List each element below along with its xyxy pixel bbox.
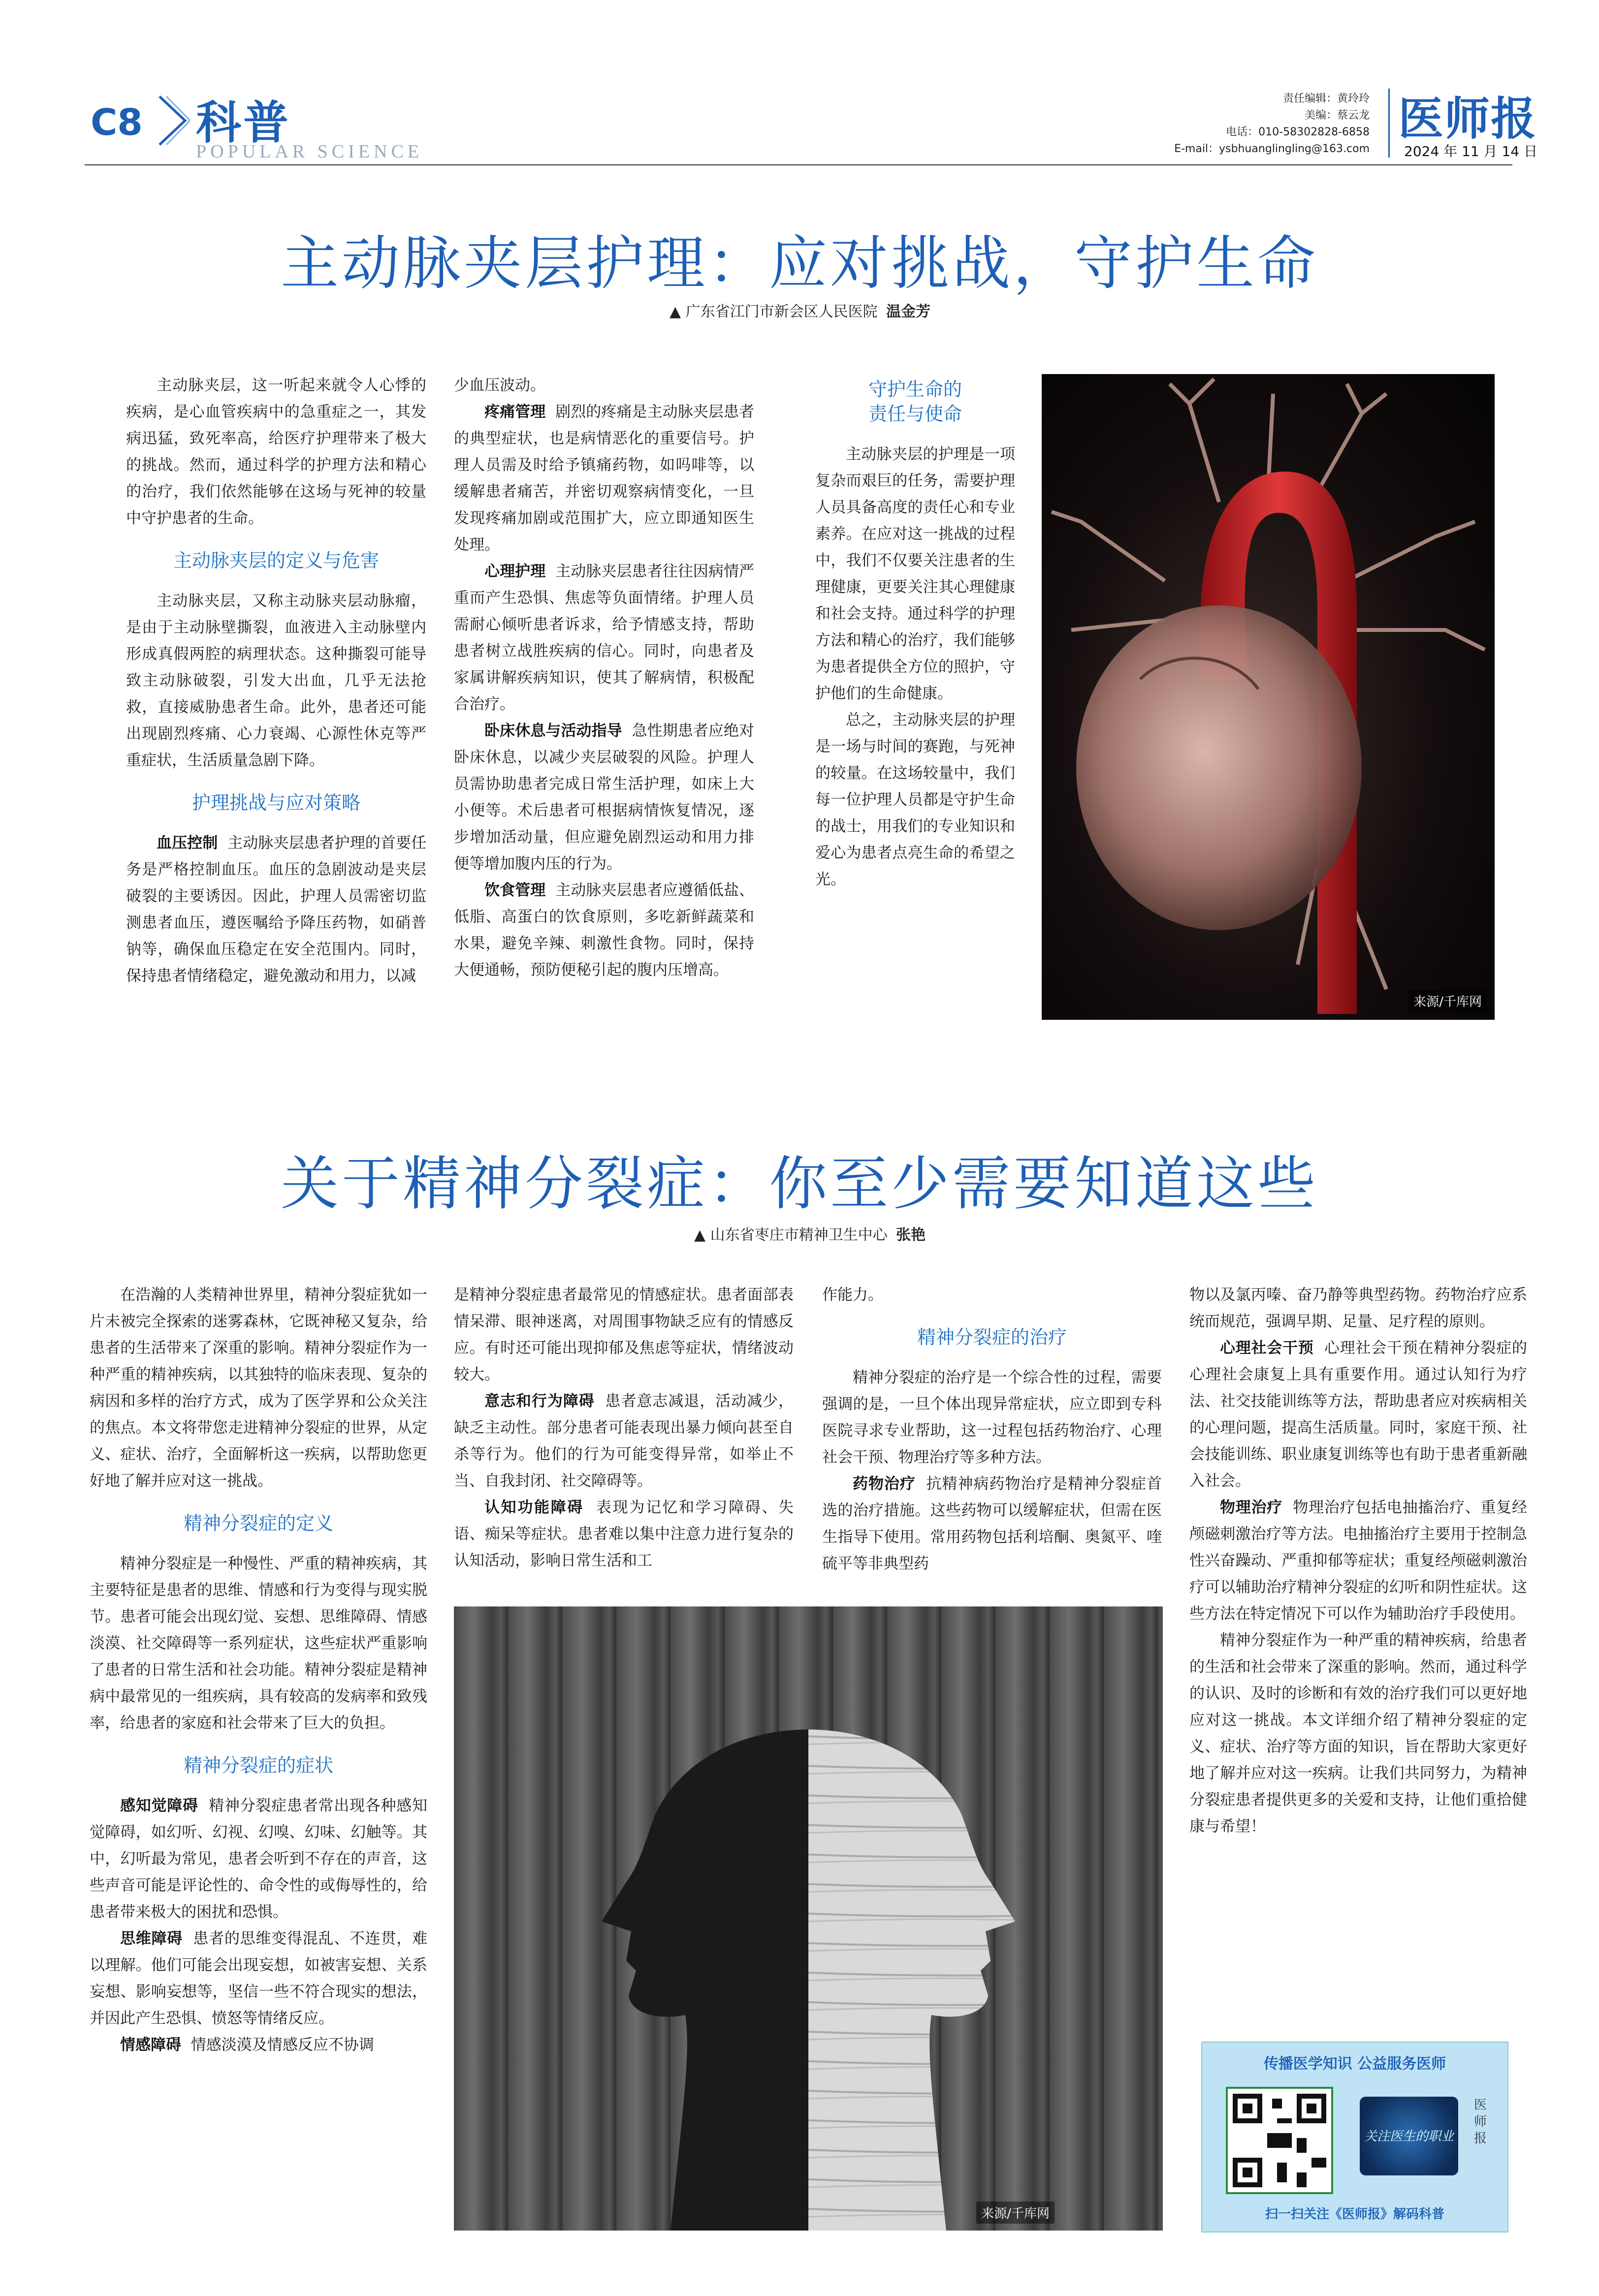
keyword: 心理护理	[484, 563, 546, 580]
keyword: 药物治疗	[853, 1475, 916, 1493]
keyword: 认知功能障碍	[484, 1499, 584, 1516]
image-credit: 来源/千库网	[1408, 990, 1487, 1012]
qr-code[interactable]	[1226, 2087, 1333, 2194]
paragraph	[90, 1793, 427, 1925]
paragraph: 物以及氯丙嗪、奋乃静等典型药物。药物治疗应系统而规范，强调早期、足量、足疗程的原则。	[1189, 1286, 1527, 1330]
heart-aorta-image	[1042, 374, 1495, 1020]
paragraph: 精神分裂症的治疗是一个综合性的过程，需要强调的是，一旦个体出现异常症状，应立即到专科医院寻求专业帮助，这一过程包括药物治疗、心理社会干预、物理治疗等多种方法。	[822, 1369, 1162, 1466]
keyword: 意志和行为障碍	[484, 1392, 595, 1410]
keyword: 疼痛管理	[484, 403, 546, 421]
article1-org: ▲ 广东省江门市新会区人民医院	[670, 303, 878, 320]
paragraph-text: 急性期患者应绝对卧床休息，以减少夹层破裂的风险。护理人员需协助患者完成日常生活护理，如床上大小便等。术后患者可根据病情恢复情况，逐步增加活动量，但应避免剧烈运动和用力排便等增加腹内压的行为。	[454, 722, 754, 873]
article2-author: 张艳	[896, 1227, 926, 1244]
paragraph: 主动脉夹层，又称主动脉夹层动脉瘤，是由于主动脉壁撕裂，血液进入主动脉壁内形成真假两腔的病理状态。这种撕裂可能导致主动脉破裂，引发大出血，几乎无法抢救，直接威胁患者生命。此外，患者还可能出现剧烈疼痛、心力衰竭、心源性休克等严重症状，生活质量急剧下降。	[126, 592, 426, 769]
paragraph-text: 精神分裂症患者常出现各种感知觉障碍，如幻听、幻视、幻嗅、幻味、幻触等。其中，幻听最为常见，患者会听到不存在的声音，这些声音可能是评论性的、命令性的或侮辱性的，给患者带来极大的困扰和恐惧。	[90, 1797, 428, 1921]
paragraph-text: 情感淡漠及情感反应不协调	[191, 2036, 374, 2054]
paragraph-text: 主动脉夹层患者往往因病情严重而产生恐惧、焦虑等负面情绪。护理人员需耐心倾听患者诉求，给予情感支持，帮助患者树立战胜疾病的信心。同时，向患者及家属讲解疾病知识，使其了解病情，积极配合治疗。	[454, 563, 755, 713]
paragraph-text: 患者的思维变得混乱、不连贯，难以理解。他们可能会出现妄想，如被害妄想、关系妄想、影响妄想等，坚信一些不符合现实的想法，并因此产生恐惧、愤怒等情绪反应。	[90, 1930, 428, 2027]
promo-bottom-text: 扫一扫关注《医师报》解码科普	[1265, 2207, 1444, 2222]
paragraph	[1189, 1494, 1527, 1627]
article2-col1	[90, 1282, 427, 2058]
promo-top-text: 传播医学知识 公益服务医师	[1263, 2055, 1446, 2073]
paragraph: 精神分裂症作为一种严重的精神疾病，给患者的生活和社会带来了深重的影响。然而，通过科学的认识、及时的诊断和有效的治疗我们可以更好地应对这一挑战。本文详细介绍了精神分裂症的定义、症状、治疗等方面的知识，旨在帮助大家更好地了解并应对这一疾病。让我们共同努力，为精神分裂症患者提供更多的关爱和支持，让他们重拾健康与希望！	[1189, 1632, 1527, 1835]
subheading-line: 守护生命的	[868, 378, 962, 400]
editor-email: E-mail：ysbhuanglingling@163.com	[1174, 143, 1370, 155]
article2-title: 关于精神分裂症：你至少需要知道这些	[280, 1150, 1318, 1218]
subheading: 护理挑战与应对策略	[192, 792, 360, 814]
paragraph-text: 主动脉夹层患者护理的首要任务是严格控制血压。血压的急剧波动是夹层破裂的主要诱因。因此，护理人员需密切监测患者血压，遵医嘱给予降压药物，如硝普钠等，确保血压稳定在安全范围内。同时，保持患者情绪稳定，避免激动和用力，以减	[126, 834, 427, 985]
paragraph	[126, 830, 426, 989]
subheading	[815, 377, 1015, 426]
article1-col2	[454, 372, 754, 983]
subheading: 精神分裂症的治疗	[917, 1326, 1067, 1348]
editor-name: 责任编辑：黄玲玲	[1282, 93, 1370, 105]
paragraph: 在浩瀚的人类精神世界里，精神分裂症犹如一片未被完全探索的迷雾森林，它既神秘又复杂，给患者的生活带来了深重的影响。精神分裂症作为一种严重的精神疾病，以其独特的临床表现、复杂的病因和多样的治疗方式，成为了医学界和公众关注的焦点。本文将带您走进精神分裂症的世界，从定义、症状、治疗，全面解析这一疾病，以帮助您更好地了解并应对这一挑战。	[90, 1286, 427, 1490]
paragraph: 少血压波动。	[454, 377, 545, 394]
paragraph: 总之，主动脉夹层的护理是一场与时间的赛跑，与死神的较量。在这场较量中，我们每一位护理人员都是守护生命的战士，用我们的专业知识和爱心为患者点亮生命的希望之光。	[815, 711, 1015, 888]
header-rule	[85, 164, 1512, 165]
paragraph-text: 患者意志减退，活动减少，缺乏主动性。部分患者可能表现出暴力倾向甚至自杀等行为。他们的行为可能变得异常，如举止不当、自我封闭、社交障碍等。	[454, 1392, 794, 1490]
article2-byline	[694, 1223, 926, 1244]
article2-col2	[454, 1282, 794, 1574]
paragraph: 是精神分裂症患者最常见的情感症状。患者面部表情呆滞、眼神迷离，对周围事物缺乏应有的情感反应。有时还可能出现抑郁及焦虑等症状，情绪波动较大。	[454, 1286, 794, 1384]
image-credit: 来源/千库网	[976, 2202, 1055, 2224]
paragraph: 主动脉夹层，这一听起来就令人心悸的疾病，是心血管疾病中的急重症之一，其发病迅猛，致死率高，给医疗护理带来了极大的挑战。然而，通过科学的护理方法和精心的治疗，我们依然能够在这场与死神的较量中守护患者的生命。	[126, 377, 426, 527]
promo-badge	[1360, 2097, 1458, 2175]
paragraph-text: 剧烈的疼痛是主动脉夹层患者的典型症状，也是病情恶化的重要信号。护理人员需及时给予镇痛药物，如吗啡等，以缓解患者痛苦，并密切观察病情变化，一旦发现疼痛加剧或范围扩大，应立即通知医生处理。	[454, 403, 755, 554]
paragraph	[454, 718, 754, 877]
keyword: 卧床休息与活动指导	[484, 722, 622, 740]
paragraph	[1189, 1335, 1527, 1494]
keyword: 心理社会干预	[1220, 1339, 1314, 1357]
article1-byline	[670, 299, 930, 321]
issue-date: 2024 年 11 月 14 日	[1404, 143, 1538, 159]
subheading: 精神分裂症的定义	[183, 1512, 333, 1534]
subheading: 精神分裂症的症状	[183, 1755, 333, 1776]
designer-name: 美编：蔡云龙	[1304, 109, 1370, 122]
head-silhouettes	[454, 1606, 1163, 2231]
article2-org: ▲ 山东省枣庄市精神卫生中心	[694, 1227, 888, 1244]
promo-side-text: 医师报	[1474, 2098, 1487, 2146]
article2-col4	[1189, 1282, 1527, 1840]
paragraph	[454, 558, 754, 718]
paragraph	[90, 1925, 427, 2032]
article1-col1	[126, 372, 426, 989]
two-heads-image	[454, 1606, 1163, 2231]
keyword: 物理治疗	[1220, 1499, 1283, 1516]
page-number: C8	[91, 101, 143, 144]
paragraph-text: 抗精神病药物治疗是精神分裂症首选的治疗措施。这些药物可以缓解症状，但需在医生指导下使用。常用药物包括利培酮、奥氮平、喹硫平等非典型药	[822, 1475, 1162, 1573]
article1-col3	[815, 372, 1015, 893]
article2-col3	[822, 1282, 1162, 1577]
article1-author: 温金芳	[886, 303, 931, 320]
paragraph	[454, 1388, 794, 1494]
paragraph	[90, 2032, 427, 2058]
keyword: 血压控制	[157, 834, 218, 852]
section-title-en: POPULAR SCIENCE	[196, 141, 423, 162]
promo-box	[1201, 2042, 1508, 2233]
heart-illustration	[1042, 374, 1495, 1020]
paragraph	[454, 1494, 794, 1574]
editor-phone: 电话：010-58302828-6858	[1226, 126, 1370, 138]
subheading: 主动脉夹层的定义与危害	[173, 550, 379, 571]
masthead-divider	[1388, 89, 1390, 157]
paragraph-text: 表现为记忆和学习障碍、失语、痴呆等症状。患者难以集中注意力进行复杂的认知活动，影响日常生活和工	[454, 1499, 794, 1570]
paragraph	[454, 399, 754, 558]
paragraph	[454, 877, 754, 983]
paragraph: 作能力。	[822, 1286, 883, 1304]
paragraph-text: 心理社会干预在精神分裂症的心理社会康复上具有重要作用。通过认知行为疗法、社交技能训练等方法，帮助患者应对疾病相关的心理问题，提高生活质量。同时，家庭干预、社会技能训练、职业康复训练等也有助于患者重新融入社会。	[1189, 1339, 1528, 1490]
keyword: 情感障碍	[120, 2036, 181, 2054]
editor-info	[1174, 91, 1370, 157]
chevron-icon	[156, 94, 190, 148]
paragraph-text: 物理治疗包括电抽搐治疗、重复经颅磁刺激治疗等方法。电抽搐治疗主要用于控制急性兴奋躁动、严重抑郁等症状；重复经颅磁刺激治疗可以辅助治疗精神分裂症的幻听和阴性症状。这些方法在特定情况下可以作为辅助治疗手段使用。	[1189, 1499, 1528, 1623]
masthead-logo: 医师报	[1398, 93, 1537, 145]
keyword: 饮食管理	[484, 881, 546, 899]
paragraph: 主动脉夹层的护理是一项复杂而艰巨的任务，需要护理人员具备高度的责任心和专业素养。在应对这一挑战的过程中，我们不仅要关注患者的生理健康，更要关注其心理健康和社会支持。通过科学的护理方法和精心的治疗，我们能够为患者提供全方位的照护，守护他们的生命健康。	[815, 445, 1015, 702]
qr-code-icon	[1228, 2089, 1331, 2192]
paragraph: 精神分裂症是一种慢性、严重的精神疾病，其主要特征是患者的思维、情感和行为变得与现实脱节。患者可能会出现幻觉、妄想、思维障碍、情感淡漠、社交障碍等一系列症状，这些症状严重影响了患者的日常生活和社会功能。精神分裂症是精神病中最常见的一组疾病，具有较高的发病率和致残率，给患者的家庭和社会带来了巨大的负担。	[90, 1555, 427, 1732]
paragraph-text: 主动脉夹层患者应遵循低盐、低脂、高蛋白的饮食原则，多吃新鲜蔬菜和水果，避免辛辣、刺激性食物。同时，保持大便通畅，预防便秘引起的腹内压增高。	[454, 881, 755, 979]
paragraph	[822, 1471, 1162, 1577]
keyword: 感知觉障碍	[120, 1797, 198, 1815]
section-title: 科普	[196, 96, 291, 149]
article1-title: 主动脉夹层护理：应对挑战，守护生命	[280, 229, 1318, 297]
subheading-line: 责任与使命	[868, 403, 962, 425]
keyword: 思维障碍	[120, 1930, 183, 1948]
promo-badge-text: 关注医生的职业	[1364, 2129, 1454, 2144]
